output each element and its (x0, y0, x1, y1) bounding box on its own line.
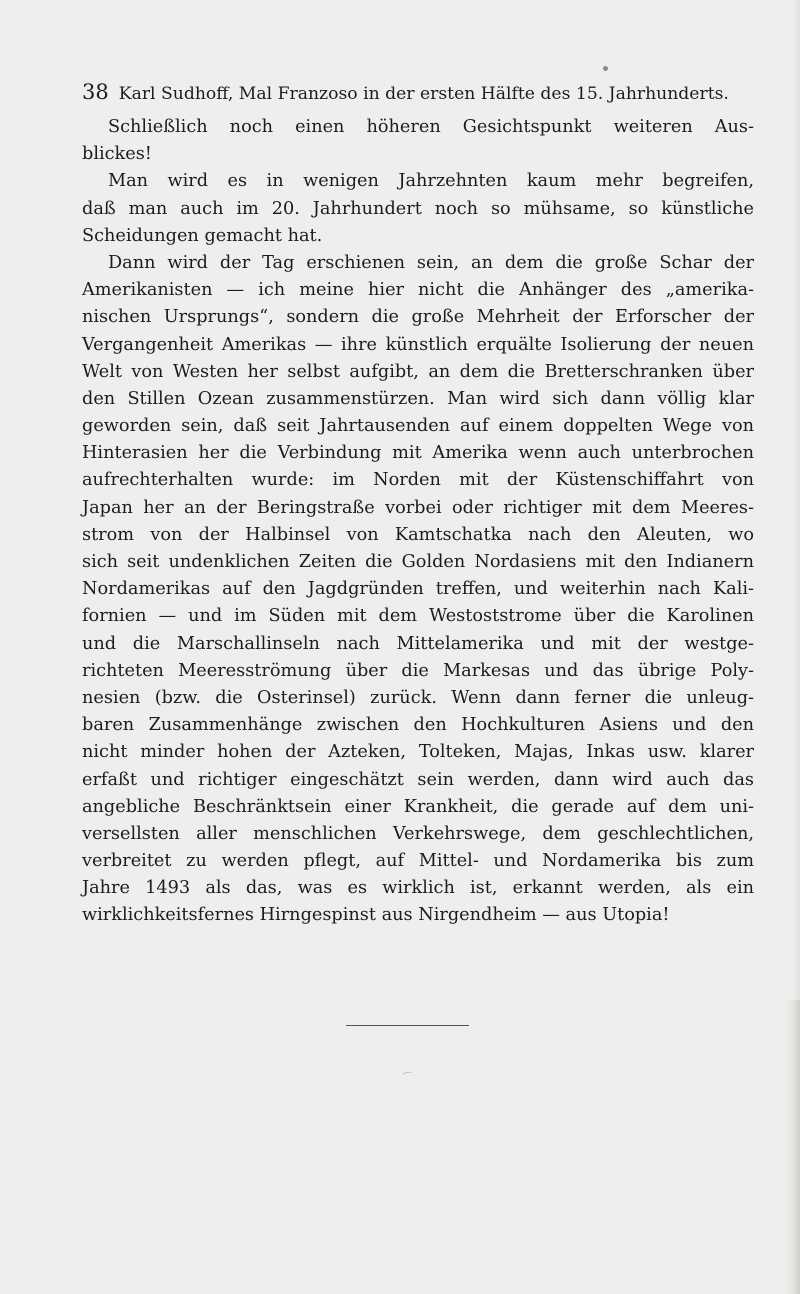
text-line: verbreitet zu werden pflegt, auf Mittel- und Nordamerika bis zum (82, 851, 754, 872)
text-line: baren Zusammenhänge zwischen den Hochkulturen Asiens und den (82, 715, 754, 736)
text-line: strom von der Halbinsel von Kamtschatka nach den Aleuten, wo (82, 524, 754, 545)
text-line: Man wird es in wenigen Jahrzehnten kaum mehr begreifen, (108, 171, 754, 192)
section-rule (346, 1025, 469, 1026)
page-number: 38 (82, 80, 109, 104)
text-line: Dann wird der Tag erschienen sein, an dem die große Schar der (108, 252, 754, 273)
text-line: nicht minder hohen der Azteken, Tolteken, Majas, Inkas usw. klarer (82, 742, 754, 763)
running-title: Karl Sudhoff, Mal Franzoso in der ersten Hälfte des 15. Jahrhunderts. (118, 84, 729, 104)
text-line: wirklichkeitsfernes Hirngespinst aus Nirgendheim — aus Utopia! (82, 905, 670, 926)
text-line: Schließlich noch einen höheren Gesichtspunkt weiteren Aus- (108, 117, 754, 137)
text-line: Hinterasien her die Verbindung mit Amerika wenn auch unterbrochen (82, 443, 754, 464)
text-line: fornien — und im Süden mit dem Westoststrome über die Karolinen (82, 606, 754, 627)
text-line: Scheidungen gemacht hat. (82, 225, 323, 246)
text-line: geworden sein, daß seit Jahrtausenden auf einem doppelten Wege von (82, 416, 754, 437)
text-line: daß man auch im 20. Jahrhundert noch so mühsame, so künstliche (82, 198, 754, 219)
text-line: Welt von Westen her selbst aufgibt, an dem die Bretterschranken über (82, 361, 754, 382)
text-line: Amerikanisten — ich meine hier nicht die Anhänger des „amerika- (82, 280, 754, 301)
text-line: Jahre 1493 als das, was es wirklich ist, erkannt werden, als ein (82, 878, 754, 899)
text-line: Nordamerikas auf den Jagdgründen treffen, und weiterhin nach Kali- (82, 579, 754, 600)
text-line: blickes! (82, 144, 152, 165)
text-line: den Stillen Ozean zusammenstürzen. Man wird sich dann völlig klar (82, 388, 754, 409)
text-line: nesien (bzw. die Osterinsel) zurück. Wenn dann ferner die unleug- (82, 687, 754, 708)
text-line: nischen Ursprungs“, sondern die große Mehrheit der Erforscher der (82, 307, 754, 328)
body-text (82, 114, 754, 930)
text-line: erfaßt und richtiger eingeschätzt sein werden, dann wird auch das (82, 769, 754, 790)
text-line: Vergangenheit Amerikas — ihre künstlich erquälte Isolierung der neuen (82, 334, 754, 355)
text-line: sich seit undenklichen Zeiten die Golden Nordasiens mit den Indianern (82, 552, 754, 572)
text-line: richteten Meeresströmung über die Markesas und das übrige Poly- (82, 660, 754, 681)
page-edge-stain (786, 1000, 800, 1294)
paper-speck (402, 1071, 413, 1077)
print-mark (603, 66, 608, 71)
text-line: und die Marschallinseln nach Mittelamerika und mit der westge- (82, 633, 754, 654)
running-head (82, 80, 754, 114)
text-line: angebliche Beschränktsein einer Krankheit, die gerade auf dem uni- (82, 796, 754, 817)
text-line: aufrechterhalten wurde: im Norden mit der Küstenschiffahrt von (82, 470, 754, 491)
text-line: versellsten aller menschlichen Verkehrswege, dem geschlechtlichen, (82, 823, 754, 844)
text-line: Japan her an der Beringstraße vorbei oder richtiger mit dem Meeres- (82, 497, 754, 518)
